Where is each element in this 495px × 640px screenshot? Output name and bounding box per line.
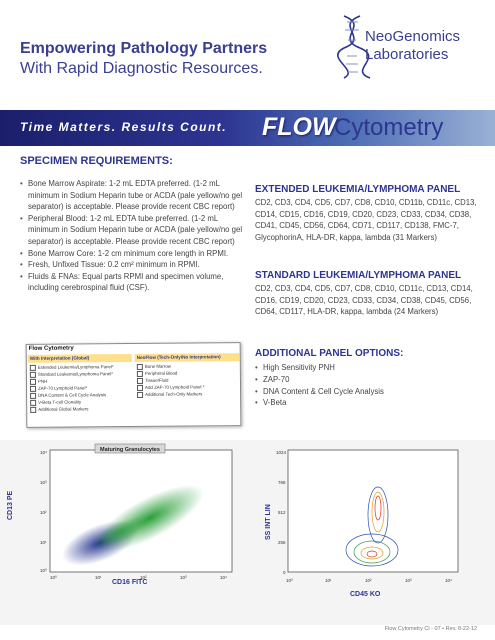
list-item: • Bone Marrow Core: 1-2 cm minimum core length in RPMI. [20,248,250,260]
banner-flow-word: FLOW [262,113,336,141]
plot1-y-label: CD13 PE [7,490,14,520]
list-item: • DNA Content & Cell Cycle Analysis [255,386,384,398]
specimen-list [20,178,250,294]
extended-panel-markers: CD2, CD3, CD4, CD5, CD7, CD8, CD10, CD11b, CD11c, CD13, CD14, CD15, CD16, CD19, CD20, CD23, CD33, CD34, CD38, CD41, CD45, CD56, CD64, CD71, CD117, CD138, FMC-7, GlycophorinA, HLA-DR, kappa, lambda (31 Markers) [255,198,477,242]
plot1-ytick: 10¹ [40,540,47,545]
plot2-xtick: 10³ [405,578,412,583]
plot2-ytick: 256 [278,540,286,545]
plot1-xtick: 10¹ [95,575,102,580]
logo-name-line1: NeoGenomics [365,28,461,45]
plot1-xtick: 10⁰ [50,575,57,580]
additional-options-heading: ADDITIONAL PANEL OPTIONS: [255,348,404,359]
plot1-ytick: 10³ [40,480,47,485]
plot2-y-label: SS INT LIN [265,504,272,540]
form-title: Flow Cytometry [28,345,74,352]
additional-options-list [255,362,384,409]
title-banner [0,110,495,146]
form-checkbox-item: Additional Global Markers [30,405,88,413]
form-checkbox-item: Tissue/Fluid [137,377,169,384]
plot1-gate-label: Maturing Granulocytes [100,447,160,453]
form-checkbox-item: Extended Leukemia/Lymphoma Panel* [30,363,114,371]
standard-panel-markers: CD2, CD3, CD4, CD5, CD7, CD8, CD10, CD11c, CD13, CD14, CD16, CD19, CD20, CD23, CD33, CD34, CD38, CD45, CD56, CD64, CD117, HLA-DR, kappa, lambda (24 Markers) [255,284,473,317]
plot1-xtick: 10³ [180,575,187,580]
list-item: • High Sensitivity PNH [255,362,384,374]
form-checkbox-item: DNA Content & Cell Cycle Analysis [30,391,106,399]
extended-panel-heading: EXTENDED LEUKEMIA/LYMPHOMA PANEL [255,184,461,195]
plot2-x-label: CD45 KO [350,591,381,598]
footer-revision: Flow Cytometry Cl - 07 • Rev. 8-22-12 [384,626,477,632]
form-checkbox-item: Add ZAP-70 Lymphoid Panel * [137,383,204,391]
standard-panel-heading: STANDARD LEUKEMIA/LYMPHOMA PANEL [255,270,462,281]
tagline-line2: With Rapid Diagnostic Resources. [20,60,263,77]
plot1-xtick: 10² [140,575,147,580]
form-checkbox-item: Bone Marrow [137,363,171,370]
list-item: • V-Beta [255,397,384,409]
cytometry-plots-svg [0,440,495,625]
list-item: • Bone Marrow Aspirate: 1-2 mL EDTA preferred. (1-2 mL minimum in Sodium Heparin tube or ACDA (pale yellow/no gel separator) is acceptable. Please provide recent CBC report) [20,178,250,213]
plot1-xtick: 10⁴ [220,575,227,580]
cytometry-plots-panel [0,440,495,625]
plot2-xtick: 10² [365,578,372,583]
banner-slogan: Time Matters. Results Count. [20,120,228,134]
form-left-header: With Interpretation (Global) [28,354,132,363]
logo-name-line2: Laboratories [365,46,449,63]
tagline-line1: Empowering Pathology Partners [20,40,268,57]
plot2-ytick: 512 [278,510,286,515]
form-checkbox-item: Additional Tech-Only Markers [137,390,202,398]
list-item: • Fluids & FNAs: Equal parts RPMI and specimen volume, including cerebrospinal fluid (CSF). [20,271,250,294]
plot2-xtick: 10⁴ [445,578,452,583]
plot2-ytick: 1024 [276,450,287,455]
form-checkbox-item: PNH [30,378,47,385]
form-checkbox-item: Peripheral Blood [137,370,178,377]
form-checkbox-item: Standard Leukemia/Lymphoma Panel* [30,370,113,378]
plot2-frame [288,450,458,572]
list-item: • Peripheral Blood: 1-2 mL EDTA tube preferred. (1-2 mL minimum in Sodium Heparin tube or ACDA (pale yellow/no gel separator) is acceptable. Please provide recent CBC report) [20,213,250,248]
plot2-xtick: 10⁰ [286,578,293,583]
plot1-ytick: 10² [40,510,47,515]
plot2-ytick: 768 [278,480,286,485]
form-right-header: NeoFlow (Tech-Only/No Interpretation) [135,353,240,362]
plot2-ytick: 0 [283,570,286,575]
plot1-ytick: 10⁰ [40,568,47,573]
form-checkbox-item: ZAP-70 Lymphoid Panel* [30,384,87,391]
order-form-excerpt [26,342,242,428]
list-item: • ZAP-70 [255,374,384,386]
plot2-xtick: 10¹ [325,578,332,583]
form-checkbox-item: V-Beta T-cell Clonality [30,398,81,405]
list-item: • Fresh, Unfixed Tissue: 0.2 cm² minimum in RPMI. [20,259,250,271]
plot1-ytick: 10⁴ [40,450,47,455]
specimen-heading: SPECIMEN REQUIREMENTS: [20,155,173,167]
banner-cytometry-word: Cytometry [334,114,444,141]
plot1-x-label: CD16 FITC [112,579,148,586]
